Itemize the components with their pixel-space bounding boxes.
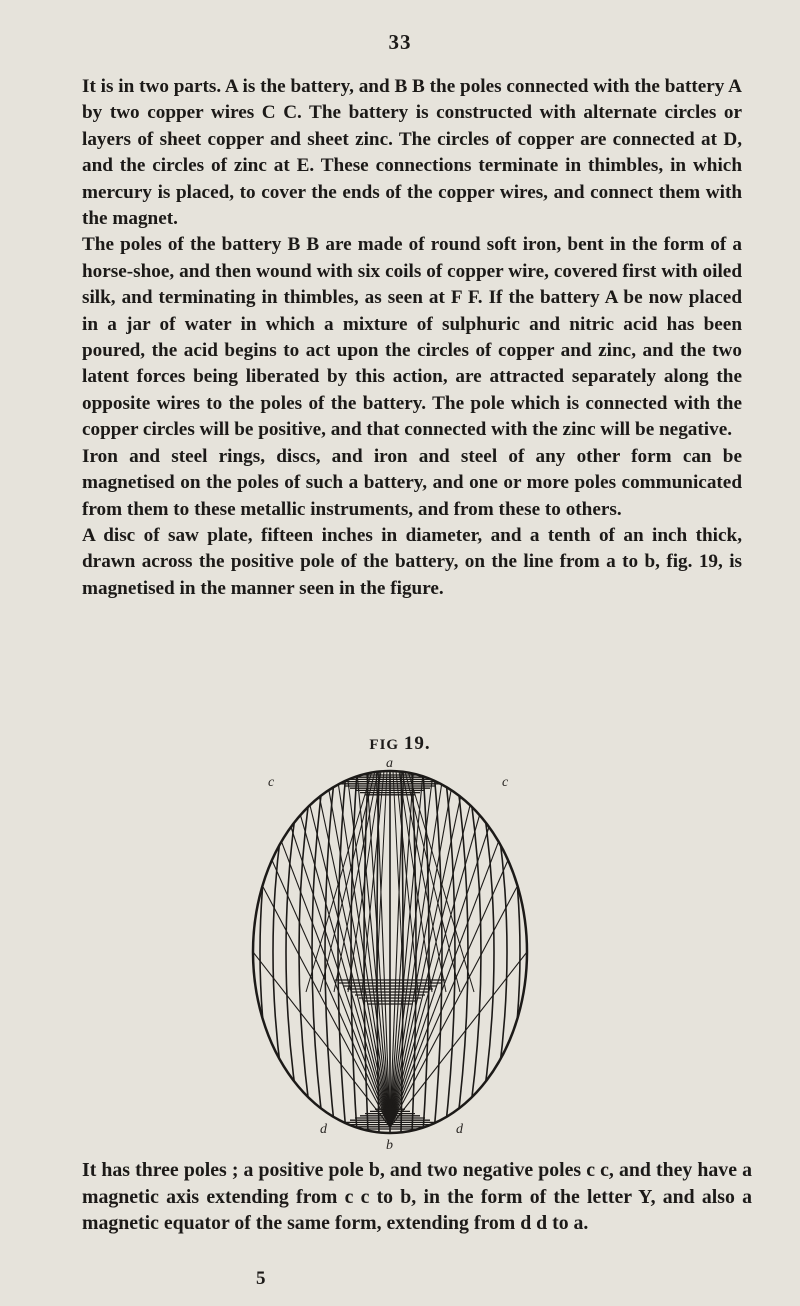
field-line <box>306 771 372 992</box>
body-text <box>82 74 742 602</box>
label-d-right: d <box>456 1122 463 1137</box>
field-curve <box>260 771 280 1133</box>
paragraph-1: It is in two parts. A is the battery, and B B the poles connected with the battery A by two copper wires C C. The battery is constructed with alternate circles or layers of sheet copper and sheet zinc. The circles of copper are connected at D, and the circles of zinc at E. These connections terminate in thimbles, in which mercury is placed, to cover the ends of the copper wires, and connect them with the magnet. <box>82 76 742 230</box>
field-line <box>334 771 378 992</box>
label-b-bottom: b <box>386 1138 393 1150</box>
paragraph-4: A disc of saw plate, fifteen inches in diameter, and a tenth of an inch thick, drawn across the positive pole of the battery, on the line from a to b, fig. 19, is magnetised in the manner seen in the figure. <box>82 524 742 599</box>
signature-mark: 5 <box>256 1268 266 1289</box>
paragraph-3: Iron and steel rings, discs, and iron and steel of any other form can be magnetised on the poles of such a battery, and one or more poles communicated from them to these metallic instruments, and from these to others. <box>82 445 742 520</box>
label-a-top: a <box>386 756 393 771</box>
field-curve <box>247 771 269 1133</box>
field-curve <box>467 771 481 1133</box>
magnetic-field-lines <box>240 771 540 1133</box>
field-curve <box>522 771 540 1133</box>
figure-caption <box>0 733 800 755</box>
figure-caption-prefix: FIG <box>369 737 400 753</box>
field-line <box>390 784 442 1127</box>
closing-text <box>82 1157 752 1237</box>
label-c-right: c <box>502 775 509 790</box>
field-curve <box>299 771 313 1133</box>
label-d-left: d <box>320 1122 327 1137</box>
field-line <box>390 952 527 1127</box>
paragraph-2: The poles of the battery B B are made of round soft iron, bent in the form of a horse-shoe, and then wound with six coils of copper wire, covered first with oiled silk, and terminating in thimbles, as seen at F F. If the battery A be now placed in a jar of water in which a mixture of sulphuric and nitric acid has been poured, the acid begins to act upon the circles of copper and zinc, and the two latent forces being liberated by this action, are attracted separately along the opposite wires to the poles of the battery. The pole which is connected with the copper circles will be positive, and that connected with the zinc will be negative. <box>82 234 742 441</box>
closing-paragraph: It has three poles ; a positive pole b, and two negative poles c c, and they have a magnetic axis extending from c c to b, in the form of the letter Y, and also a magnetic equator of the same form, extending from d d to a. <box>82 1159 752 1234</box>
label-c-left: c <box>268 775 275 790</box>
page-number: 33 <box>388 30 412 54</box>
field-curve <box>489 771 507 1133</box>
field-line <box>253 952 390 1127</box>
field-line <box>338 784 390 1127</box>
field-curve <box>240 771 258 1133</box>
field-curve <box>273 771 291 1133</box>
field-line <box>402 771 446 992</box>
field-line <box>408 771 474 992</box>
figure-caption-number: 19. <box>403 733 431 754</box>
magnetised-disc-figure <box>240 755 540 1150</box>
field-curve <box>511 771 533 1133</box>
field-curve <box>500 771 520 1133</box>
